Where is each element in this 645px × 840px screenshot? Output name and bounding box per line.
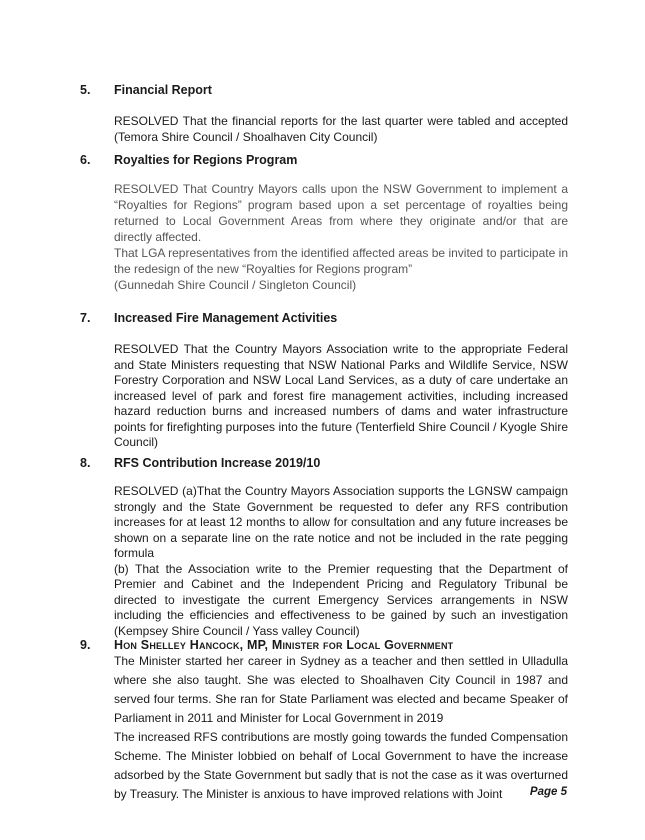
- paragraph: (Gunnedah Shire Council / Singleton Council): [114, 278, 357, 292]
- section-body: [114, 181, 568, 293]
- section-body: [114, 484, 568, 639]
- section-heading: Financial Report: [114, 83, 212, 97]
- section-number: 6.: [80, 153, 91, 167]
- paragraph: The increased RFS contributions are mostly going towards the funded Compensation Scheme. The Minister lobbied on behalf of Local Government to have the increase adsorbed by the State Government but sadly that is not the case as it was overturned by Treasury. The Minister is anxious to have improved relations with Joint: [114, 730, 568, 801]
- page-number: Page 5: [529, 786, 567, 798]
- paragraph: The Minister started her career in Sydney as a teacher and then settled in Ulladulla where she also taught. She was elected to Shoalhaven City Council in 1987 and served four terms. She ran for State Parliament was elected and became Speaker of Parliament in 2011 and Minister for Local Government in 2019: [114, 654, 568, 725]
- section-heading: Royalties for Regions Program: [114, 153, 298, 167]
- paragraph: RESOLVED (a)That the Country Mayors Association supports the LGNSW campaign strongly and the State Government be requested to defer any RFS contribution increases for at least 12 months to allow for consultation and any future increases be shown on a separate line on the rate notice and not be included in the rate pegging formula: [114, 484, 568, 560]
- paragraph: RESOLVED That the financial reports for the last quarter were tabled and accepted (Temora Shire Council / Shoalhaven City Council): [114, 114, 568, 144]
- section-body: [114, 342, 568, 451]
- paragraph: (b) That the Association write to the Premier requesting that the Department of Premier and Cabinet and the Independent Pricing and Regulatory Tribunal be directed to investigate the current Emergency Services arrangements in NSW including the efficiencies and effectiveness to be gained by such an investigation (Kempsey Shire Council / Yass valley Council): [114, 561, 568, 638]
- section-number: 8.: [80, 456, 91, 470]
- section-heading: Hon Shelley Hancock, MP, Minister for Local Government: [114, 638, 454, 652]
- section-heading: Increased Fire Management Activities: [114, 311, 338, 325]
- section-body: [114, 652, 568, 804]
- section-body: [114, 113, 568, 145]
- paragraph: That LGA representatives from the identified affected areas be invited to participate in the redesign of the new “Royalties for Regions program”: [114, 246, 568, 276]
- section-number: 9.: [80, 638, 91, 652]
- section-heading: RFS Contribution Increase 2019/10: [114, 456, 321, 470]
- section-number: 7.: [80, 311, 91, 325]
- section-number: 5.: [80, 83, 91, 97]
- paragraph: RESOLVED That the Country Mayors Association write to the appropriate Federal and State Ministers requesting that NSW National Parks and Wildlife Service, NSW Forestry Corporation and NSW Local Land Services, as a duty of care undertake an increased level of park and forest fire management activities, including increased hazard reduction burns and increased numbers of dams and water infrastructure points for firefighting purposes into the future (Tenterfield Shire Council / Kyogle Shire Council): [114, 342, 568, 449]
- paragraph: RESOLVED That Country Mayors calls upon the NSW Government to implement a “Royalties for Regions” program based upon a set percentage of royalties being returned to Local Government Areas from where they originate and/or that are directly affected.: [114, 182, 568, 244]
